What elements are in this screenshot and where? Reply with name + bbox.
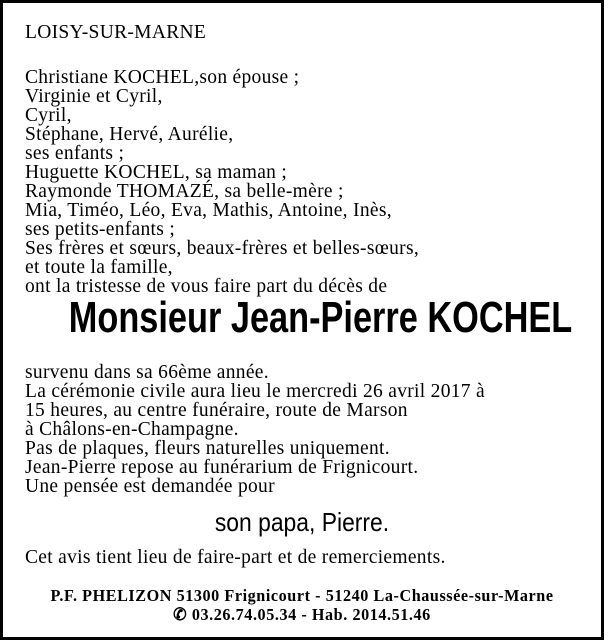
details-line: La cérémonie civile aura lieu le mercredi 26 avril 2017 à — [25, 381, 485, 402]
details-line: à Châlons-en-Champagne. — [25, 419, 239, 440]
location-heading: LOISY-SUR-MARNE — [25, 22, 207, 43]
family-line: Cyril, — [25, 105, 72, 126]
funeral-home-contact: ✆ 03.26.74.05.34 - Hab. 2014.51.46 — [173, 605, 431, 624]
family-line: Mia, Timéo, Léo, Eva, Mathis, Antoine, Inès, — [25, 200, 392, 221]
family-line: et toute la famille, — [25, 257, 173, 278]
family-line: Raymonde THOMAZÉ, sa belle-mère ; — [25, 181, 344, 202]
dedication: son papa, Pierre. — [214, 507, 390, 537]
family-line: Stéphane, Hervé, Aurélie, — [25, 124, 234, 145]
family-line: ses enfants ; — [25, 143, 125, 164]
deceased-name: Monsieur Jean-Pierre KOCHEL — [68, 293, 573, 342]
family-line: ont la tristesse de vous faire part du décès de — [25, 276, 388, 297]
funeral-home-address: P.F. PHELIZON 51300 Frignicourt - 51240 La-Chaussée-sur-Marne — [50, 586, 554, 605]
details-line: Pas de plaques, fleurs naturelles uniquement. — [25, 438, 390, 459]
details-line: Jean-Pierre repose au funérarium de Frignicourt. — [25, 457, 419, 478]
family-line: Huguette KOCHEL, sa maman ; — [25, 162, 288, 183]
family-line: Virginie et Cyril, — [25, 86, 163, 107]
details-line: survenu dans sa 66ème année. — [25, 362, 269, 383]
details-line: 15 heures, au centre funéraire, route de Marson — [25, 400, 408, 421]
family-line: ses petits-enfants ; — [25, 219, 176, 240]
closing-statement: Cet avis tient lieu de faire-part et de remerciements. — [25, 547, 446, 568]
family-line: Christiane KOCHEL,son épouse ; — [25, 67, 300, 88]
family-line: Ses frères et sœurs, beaux-frères et belles-sœurs, — [25, 238, 420, 259]
details-line: Une pensée est demandée pour — [25, 476, 275, 497]
